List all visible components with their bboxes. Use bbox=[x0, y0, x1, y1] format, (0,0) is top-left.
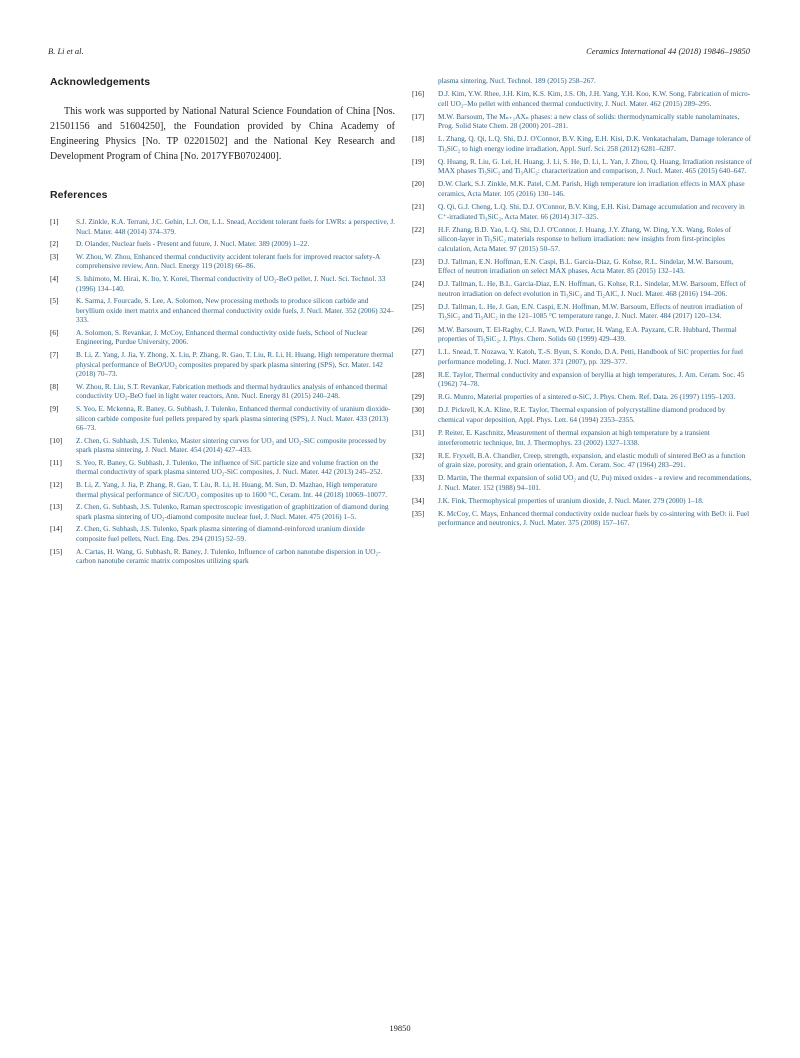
reference-number: [34] bbox=[412, 495, 425, 505]
acknowledgements-text: This work was supported by National Natural Science Foundation of China [Nos. 21501156 and 51604250], the Foundation provided by China Academy of Engineering Physics [No. TP 02201502] and the National Key Research and Development Program of China [No. 2017YFB0702400]. bbox=[50, 106, 395, 162]
reference-number: [33] bbox=[412, 473, 425, 483]
reference-number: [29] bbox=[412, 392, 425, 402]
reference-item[interactable] bbox=[50, 404, 395, 433]
reference-number: [1] bbox=[50, 217, 59, 226]
reference-continuation[interactable]: plasma sintering, Nucl. Technol. 189 (2015) 258–267. bbox=[438, 76, 596, 85]
reference-text[interactable]: R.G. Munro, Material properties of a sintered α-SiC, J. Phys. Chem. Ref. Data. 26 (1997) 1195–1203. bbox=[438, 392, 736, 402]
reference-number: [11] bbox=[50, 457, 62, 467]
reference-text[interactable]: Q. Qi, G.J. Cheng, L.Q. Shi, D.J. O'Connor, B.V. King, E.H. Kisi, Damage accumulation and recovery in C⁺-irradiated Ti₃SiC₂, Acta Mater. 66 (2014) 317–325. bbox=[438, 202, 745, 221]
reference-item[interactable] bbox=[50, 480, 395, 499]
reference-list-left bbox=[50, 217, 395, 566]
reference-text[interactable]: B. Li, Z. Yang, J. Jia, Y. Zhong, X. Liu, P. Zhang, R. Gao, T. Liu, R. Li, H. Huang, High temperature thermal physical performance of BeO/UO₂ composites prepared by spark plasma sintering (SPS), Scr. Mater. 142 (2018) 70–73. bbox=[76, 350, 394, 379]
reference-text[interactable]: D.J. Pickrell, K.A. Kline, R.E. Taylor, Thermal expansion of polycrystalline diamond produced by chemical vapor deposition, Appl. Phys. Lett. 64 (1994) 2353–2355. bbox=[438, 405, 726, 424]
reference-text[interactable]: Z. Chen, G. Subhash, J.S. Tulenko, Spark plasma sintering of diamond-reinforced uranium dioxide composite fuel pellets, Nucl. Eng. Des. 294 (2015) 52–59. bbox=[76, 524, 365, 543]
reference-number: [28] bbox=[412, 369, 425, 379]
reference-text[interactable]: S.J. Zinkle, K.A. Terrani, J.C. Gehin, L.J. Ott, L.L. Snead, Accident tolerant fuels for LWRs: a perspective, J. Nucl. Mater. 448 (2014) 374–379. bbox=[76, 217, 395, 236]
reference-number: [15] bbox=[50, 546, 63, 556]
reference-number: [5] bbox=[50, 296, 59, 306]
reference-number: [31] bbox=[412, 428, 425, 437]
reference-number: [23] bbox=[412, 256, 425, 266]
reference-item[interactable] bbox=[412, 473, 752, 492]
reference-item[interactable] bbox=[50, 382, 395, 401]
reference-text[interactable]: L.L. Snead, T. Nozawa, Y. Katoh, T.-S. Byun, S. Kondo, D.A. Petti, Handbook of SiC properties for fuel performance modeling, J. Nucl. Mater. 371 (2007), pp. 329–377. bbox=[438, 347, 744, 366]
reference-item[interactable] bbox=[412, 89, 752, 108]
reference-text[interactable]: P. Reiter, E. Kaschnitz, Measurement of thermal expansion at high temperature by a transient interferometric technique, Int. J. Thermophys. 23 (2002) 1327–1338. bbox=[438, 428, 710, 447]
reference-text[interactable]: Z. Chen, G. Subhash, J.S. Tulenko, Raman spectroscopic investigation of graphitization of diamond during spark plasma sintering of UO₂-diamond composite nuclear fuel, J. Nucl. Mater. 475 (2016) 1–5. bbox=[76, 502, 389, 521]
reference-text[interactable]: M.W. Barsoum, T. El-Raghy, C.J. Rawn, W.D. Porter, H. Wang, E.A. Payzant, C.R. Hubbard, Thermal properties of Ti₃SiC₂, J. Phys. Chem. Solids 60 (1999) 429–439. bbox=[438, 324, 737, 344]
reference-text[interactable]: D.J. Tallman, E.N. Hoffman, E.N. Caspi, B.L. Garcia-Diaz, G. Kohse, R.L. Sindelar, M.W. Barsoum, Effect of neutron irradiation on select MAX phases, Acta Mater. 85 (2015) 132–143. bbox=[438, 256, 734, 276]
reference-item[interactable] bbox=[412, 179, 752, 198]
reference-item[interactable] bbox=[50, 274, 395, 293]
reference-text[interactable]: S. Yeo, E. Mckenna, R. Baney, G. Subhash, J. Tulenko, Enhanced thermal conductivity of uranium dioxide-silicon carbide composite fuel pellets prepared by spark plasma sintering (SPS), J. Nucl. Mater. 433 (2013) 66–73. bbox=[76, 404, 391, 432]
reference-item[interactable] bbox=[412, 347, 752, 366]
reference-item[interactable] bbox=[50, 547, 395, 566]
reference-number: [19] bbox=[412, 156, 425, 166]
reference-item[interactable] bbox=[50, 502, 395, 521]
acknowledgements-heading: Acknowledgements bbox=[50, 76, 151, 88]
reference-number: [35] bbox=[412, 508, 425, 518]
reference-text[interactable]: M.W. Barsoum, The Mₙ₊₁AXₙ phases: a new class of solids: thermodynamically stable nanolaminates, Prog. Solid State Chem. 28 (2000) 201–281. bbox=[438, 111, 740, 131]
running-header-author: B. Li et al. bbox=[48, 46, 84, 56]
page-number: 19850 bbox=[389, 1023, 411, 1033]
reference-item[interactable] bbox=[412, 405, 752, 424]
reference-number: [6] bbox=[50, 327, 59, 337]
reference-item[interactable] bbox=[412, 225, 752, 254]
reference-list-right bbox=[412, 89, 752, 528]
reference-item[interactable] bbox=[412, 157, 752, 176]
reference-number: [13] bbox=[50, 502, 63, 512]
reference-item[interactable] bbox=[412, 134, 752, 153]
reference-text[interactable]: K. McCoy, C. Mays, Enhanced thermal conductivity oxide nuclear fuels by co-sintering with BeO: ii. Fuel performance and neutronics, J. Nucl. Mater. 375 (2008) 157–167. bbox=[438, 508, 750, 528]
reference-text[interactable]: L. Zhang, Q. Qi, L.Q. Shi, D.J. O'Connor, B.V. King, E.H. Kisi, D.K. Venkatachalam, Damage tolerance of Ti₃SiC₂ to high energy iodine irradiation, Appl. Surf. Sci. 258 (2012) 6281–6287. bbox=[438, 134, 752, 153]
left-column bbox=[50, 76, 395, 569]
references-heading: References bbox=[50, 189, 108, 201]
reference-number: [7] bbox=[50, 350, 59, 360]
reference-text[interactable]: D.J. Tallman, L. He, J. Gan, E.N. Caspi, E.N. Hoffman, M.W. Barsoum, Effects of neutron irradiation of Ti₃SiC₂ and Ti₃AlC₂ in the 121–1085 °C temperature range, J. Nucl. Mater. 484 (2017) 120–134. bbox=[438, 301, 743, 321]
reference-text[interactable]: J.K. Fink, Thermophysical properties of uranium dioxide, J. Nucl. Mater. 279 (2000) 1–18. bbox=[438, 495, 704, 505]
reference-text[interactable]: K. Sarma, J. Fourcade, S. Lee, A. Solomon, New processing methods to produce silicon carbide and beryllium oxide inert matrix and enhanced thermal conductivity oxide fuels, J. Nucl. Mater. 352 (2006) 324–333. bbox=[76, 296, 394, 325]
reference-item[interactable] bbox=[412, 279, 752, 298]
reference-text[interactable]: S. Ishimoto, M. Hirai, K. Ito, Y. Korei, Thermal conductivity of UO₂-BeO pellet, J. Nucl. Sci. Technol. 33 (1996) 134–140. bbox=[76, 274, 386, 293]
reference-item[interactable] bbox=[412, 428, 752, 447]
reference-item[interactable] bbox=[412, 451, 752, 470]
reference-number: [22] bbox=[412, 224, 425, 234]
reference-item[interactable] bbox=[50, 436, 395, 455]
reference-text[interactable]: S. Yeo, R. Baney, G. Subhash, J. Tulenko, The influence of SiC particle size and volume fraction on the thermal conductivity of spark plasma sintered UO₂-SiC composites, J. Nucl. Mater. 442 (2013) 245–252. bbox=[76, 457, 383, 477]
reference-number: [21] bbox=[412, 202, 425, 212]
reference-number: [24] bbox=[412, 279, 425, 289]
right-column bbox=[412, 76, 752, 531]
reference-item[interactable] bbox=[412, 112, 752, 131]
reference-item[interactable] bbox=[412, 325, 752, 344]
reference-number: [14] bbox=[50, 524, 63, 534]
reference-text[interactable]: Z. Chen, G. Subhash, J.S. Tulenko, Master sintering curves for UO₂ and UO₂-SiC composite processed by spark plasma sintering, J. Nucl. Mater. 454 (2014) 427–433. bbox=[76, 435, 387, 455]
reference-number: [25] bbox=[412, 301, 425, 311]
reference-text[interactable]: D.J. Kim, Y.W. Rhee, J.H. Kim, K.S. Kim, J.S. Oh, J.H. Yang, Y.H. Koo, K.W. Song, Fabrication of micro-cell UO₂–Mo pellet with enhanced thermal conductivity, J. Nucl. Mater. 462 (2015) 289–295. bbox=[438, 89, 751, 108]
reference-text[interactable]: W. Zhou, R. Liu, S.T. Revankar, Fabrication methods and thermal hydraulics analysis of enhanced thermal conductivity UO₂-BeO fuel in light water reactors, Ann. Nucl. Energy 81 (2015) 240–248. bbox=[76, 381, 388, 401]
reference-text[interactable]: H.F. Zhang, B.D. Yao, L.Q. Shi, D.J. O'Connor, J. Huang, J.Y. Zhang, W. Ding, Y.X. Wang, Roles of silicon-layer in Ti₃SiC₂ materials response to helium irradiation: new insights from first-principles calculation, Acta Mater. 97 (2015) 50–57. bbox=[438, 224, 732, 253]
reference-text[interactable]: B. Li, Z. Yang, J. Jia, P. Zhang, R. Gao, T. Liu, R. Li, H. Huang, M. Sun, D. Mazhao, High temperature thermal physical performance of SiC/UO₂ composites up to 1600 °C, Ceram. Int. 44 (2018) 10069–10077. bbox=[76, 480, 388, 499]
reference-number: [3] bbox=[50, 251, 59, 261]
reference-number: [20] bbox=[412, 179, 425, 189]
reference-text[interactable]: A. Solomon, S. Revankar, J. McCoy, Enhanced thermal conductivity oxide fuels, School of Nuclear Engineering, Purdue University, 2006. bbox=[76, 327, 368, 347]
reference-item[interactable] bbox=[412, 392, 752, 402]
reference-item[interactable] bbox=[50, 458, 395, 477]
reference-item[interactable] bbox=[50, 252, 395, 271]
reference-item[interactable] bbox=[50, 217, 395, 236]
reference-number: [17] bbox=[412, 111, 425, 121]
reference-number: [10] bbox=[50, 435, 63, 445]
reference-item[interactable] bbox=[412, 302, 752, 321]
reference-text[interactable]: W. Zhou, W. Zhou, Enhanced thermal conductivity accident tolerant fuels for improved reactor safety-A comprehensive review, Ann. Nucl. Energy 119 (2018) 66–86. bbox=[76, 251, 380, 271]
reference-item[interactable] bbox=[50, 239, 395, 249]
reference-number: [9] bbox=[50, 404, 59, 413]
reference-number: [32] bbox=[412, 450, 425, 460]
reference-number: [12] bbox=[50, 480, 63, 490]
reference-text[interactable]: R.E. Taylor, Thermal conductivity and expansion of beryllia at high temperatures, J. Am. Ceram. Soc. 45 (1962) 74–78. bbox=[438, 369, 745, 389]
reference-item[interactable] bbox=[412, 509, 752, 528]
reference-item[interactable] bbox=[50, 524, 395, 543]
reference-item[interactable] bbox=[412, 496, 752, 506]
reference-text[interactable]: D. Martin, The thermal expansion of solid UO₂ and (U, Pu) mixed oxides - a review and recommendations, J. Nucl. Mater. 152 (1988) 94–101. bbox=[438, 473, 752, 492]
reference-text[interactable]: A. Cartas, H. Wang, G. Subhash, R. Baney, J. Tulenko, Influence of carbon nanotube dispersion in UO₂-carbon nanotube ceramic matrix composites utilizing spark bbox=[76, 546, 381, 566]
reference-number: [8] bbox=[50, 381, 59, 391]
reference-item[interactable] bbox=[412, 257, 752, 276]
reference-number: [27] bbox=[412, 347, 425, 357]
reference-number: [26] bbox=[412, 324, 425, 334]
reference-text[interactable]: D. Olander, Nuclear fuels - Present and future, J. Nucl. Mater. 389 (2009) 1–22. bbox=[76, 239, 310, 249]
reference-item[interactable] bbox=[50, 350, 395, 379]
reference-item[interactable] bbox=[412, 202, 752, 221]
reference-number: [30] bbox=[412, 405, 425, 415]
reference-text[interactable]: D.W. Clark, S.J. Zinkle, M.K. Patel, C.M. Parish, High temperature ion irradiation effects in MAX phase ceramics, Acta Mater. 105 (2016) 130–146. bbox=[438, 179, 745, 198]
reference-number: [2] bbox=[50, 239, 59, 249]
reference-item[interactable] bbox=[50, 296, 395, 325]
reference-number: [16] bbox=[412, 89, 425, 99]
reference-text[interactable]: Q. Huang, R. Liu, G. Lei, H. Huang, J. Li, S. He, D. Li, L. Yan, J. Zhou, Q. Huang, Irradiation resistance of MAX phases Ti₃SiC₂ and Ti₃AlC₂: characterization and comparison, J. Nucl. Mater. 465 (2015) 640–647. bbox=[438, 156, 752, 176]
running-header-journal: Ceramics International 44 (2018) 19846–19850 bbox=[586, 46, 750, 56]
reference-number: [4] bbox=[50, 274, 59, 284]
reference-item[interactable] bbox=[412, 370, 752, 389]
reference-number: [18] bbox=[412, 134, 425, 144]
reference-text[interactable]: D.J. Tallman, L. He, B.L. Garcia-Diaz, E.N. Hoffman, G. Kohse, R.L. Sindelar, M.W. Barsoum, Effect of neutron irradiation on defect evolution in Ti₃SiC₂ and Ti₂AlC, J. Nucl. Mater. 468 (2016) 194–206. bbox=[438, 279, 746, 298]
reference-item[interactable] bbox=[50, 328, 395, 347]
reference-text[interactable]: R.E. Fryxell, B.A. Chandler, Creep, strength, expansion, and elastic moduli of sintered BeO as a function of grain size, porosity, and grain orientation, J. Am. Ceram. Soc. 47 (1964) 283–291. bbox=[438, 450, 746, 470]
